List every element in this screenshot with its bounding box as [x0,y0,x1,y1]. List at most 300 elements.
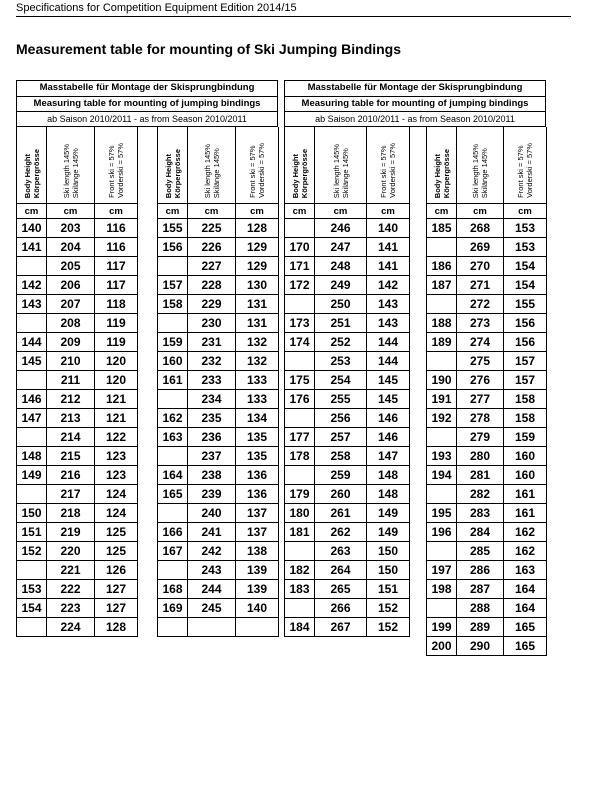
ski-length-cell: 243 [188,561,236,580]
body-height-cell: 177 [285,428,315,447]
body-height-cell [158,257,188,276]
ski-length-cell: 213 [47,409,95,428]
body-height-cell: 170 [285,238,315,257]
table-row [158,295,279,314]
ski-length-cell: 223 [47,599,95,618]
front-ski-cell: 145 [367,371,410,390]
body-height-cell: 160 [158,352,188,371]
document-header: Specifications for Competition Equipment Edition 2014/15 [16,2,297,14]
ski-length-cell: 229 [188,295,236,314]
table-row [285,371,410,390]
body-height-cell: 194 [427,466,457,485]
ski-length-cell: 267 [315,618,367,637]
table-row [427,580,547,599]
body-height-header [17,127,47,204]
caption-english: Measuring table for mounting of jumping bindings [16,96,278,112]
ski-length-cell: 276 [457,371,504,390]
body-height-cell [285,295,315,314]
body-height-cell: 182 [285,561,315,580]
front-ski-cell: 157 [504,352,547,371]
table-row [158,485,279,504]
front-ski-cell: 154 [504,276,547,295]
ski-length-cell: 285 [457,542,504,561]
table-row [158,371,279,390]
front-ski-cell: 131 [236,314,279,333]
subtable-2 [157,127,279,637]
ski-length-cell: 233 [188,371,236,390]
unit-cell: cm [188,204,236,219]
table-row [427,542,547,561]
ski-length-cell: 210 [47,352,95,371]
table-row [285,599,410,618]
body-height-cell [17,428,47,447]
front-ski-cell: 140 [236,599,279,618]
front-ski-cell: 124 [95,504,138,523]
column-header-line: Body Height [163,153,173,198]
ski-length-cell: 251 [315,314,367,333]
front-ski-cell: 132 [236,352,279,371]
front-ski-cell: 129 [236,257,279,276]
table-row [158,390,279,409]
front-ski-cell: 161 [504,504,547,523]
ski-length-cell: 246 [315,219,367,238]
body-height-cell: 157 [158,276,188,295]
body-height-cell: 179 [285,485,315,504]
ski-length-cell: 271 [457,276,504,295]
front-ski-header [236,127,279,204]
front-ski-cell: 140 [367,219,410,238]
unit-cell: cm [504,204,547,219]
front-ski-cell: 124 [95,485,138,504]
body-height-cell [17,314,47,333]
front-ski-cell: 143 [367,295,410,314]
body-height-cell [158,447,188,466]
body-height-cell: 197 [427,561,457,580]
column-header-line: Front ski = 57% [107,145,116,198]
body-height-cell [17,257,47,276]
front-ski-cell: 116 [95,238,138,257]
body-height-cell: 193 [427,447,457,466]
front-ski-cell: 147 [367,447,410,466]
table-row [17,314,138,333]
body-height-cell: 156 [158,238,188,257]
table-row [285,466,410,485]
table-row [17,599,138,618]
ski-length-cell: 238 [188,466,236,485]
column-header-line: Body Height [290,153,300,198]
ski-length-cell: 273 [457,314,504,333]
body-height-cell: 189 [427,333,457,352]
table-row [17,276,138,295]
table-row [427,523,547,542]
ski-length-cell: 235 [188,409,236,428]
table-row [427,599,547,618]
body-height-cell [17,485,47,504]
ski-length-cell: 227 [188,257,236,276]
table-row [17,352,138,371]
table-row [285,390,410,409]
table-row [427,219,547,238]
body-height-cell: 199 [427,618,457,637]
table-row [427,504,547,523]
column-header-line: Körpergrösse [172,148,182,198]
ski-length-cell: 262 [315,523,367,542]
column-header-line: Skilänge 145% [340,147,350,198]
front-ski-cell: 160 [504,447,547,466]
unit-cell: cm [367,204,410,219]
table-row [427,409,547,428]
body-height-cell [158,618,188,637]
body-height-cell: 192 [427,409,457,428]
column-header-line: Körpergrösse [299,148,309,198]
front-ski-cell: 157 [504,371,547,390]
table-row [285,542,410,561]
front-ski-cell: 153 [504,219,547,238]
front-ski-cell: 141 [367,257,410,276]
ski-length-cell: 281 [457,466,504,485]
body-height-cell: 154 [17,599,47,618]
front-ski-cell: 135 [236,447,279,466]
ski-length-cell: 275 [457,352,504,371]
subtable-4 [426,127,547,657]
body-height-cell: 183 [285,580,315,599]
ski-length-cell: 261 [315,504,367,523]
table-row [427,618,547,637]
body-height-cell: 149 [17,466,47,485]
front-ski-cell: 165 [504,637,547,656]
ski-length-cell: 250 [315,295,367,314]
ski-length-cell: 289 [457,618,504,637]
ski-length-cell: 217 [47,485,95,504]
body-height-cell: 169 [158,599,188,618]
column-header-line: Front ski = 57% [516,145,525,198]
table-row [17,333,138,352]
body-height-cell [158,561,188,580]
table-row [158,447,279,466]
table-row [427,257,547,276]
ski-length-cell: 242 [188,542,236,561]
ski-length-cell: 249 [315,276,367,295]
body-height-cell: 150 [17,504,47,523]
ski-length-cell: 231 [188,333,236,352]
front-ski-cell: 119 [95,333,138,352]
front-ski-cell: 158 [504,409,547,428]
front-ski-cell: 152 [367,599,410,618]
body-height-cell: 174 [285,333,315,352]
body-height-header [158,127,188,204]
table-row [17,295,138,314]
body-height-cell: 198 [427,580,457,599]
ski-length-cell: 206 [47,276,95,295]
table-row [427,637,547,656]
front-ski-cell: 117 [95,276,138,295]
table-row [427,276,547,295]
table-row [285,295,410,314]
table-row [17,390,138,409]
front-ski-cell: 156 [504,314,547,333]
front-ski-cell: 127 [95,580,138,599]
table-row [158,352,279,371]
ski-length-cell: 254 [315,371,367,390]
front-ski-cell: 123 [95,447,138,466]
table-row [427,428,547,447]
table-row [17,238,138,257]
body-height-cell [285,466,315,485]
body-height-cell: 143 [17,295,47,314]
ski-length-cell: 220 [47,542,95,561]
subtable-3 [284,127,410,638]
table-row [17,523,138,542]
front-ski-cell: 160 [504,466,547,485]
body-height-cell: 176 [285,390,315,409]
table-row [17,580,138,599]
ski-length-cell: 234 [188,390,236,409]
body-height-cell [427,428,457,447]
table-row [285,447,410,466]
caption-german: Masstabelle für Montage der Skisprungbindung [284,80,546,96]
measurement-table [157,127,279,637]
front-ski-cell: 129 [236,238,279,257]
front-ski-cell: 135 [236,428,279,447]
ski-length-cell: 215 [47,447,95,466]
front-ski-cell: 144 [367,333,410,352]
front-ski-header [95,127,138,204]
body-height-cell: 152 [17,542,47,561]
body-height-cell: 191 [427,390,457,409]
table-row [158,333,279,352]
body-height-cell: 159 [158,333,188,352]
table-row [285,219,410,238]
table-row [158,523,279,542]
unit-cell: cm [457,204,504,219]
table-row [158,409,279,428]
ski-length-cell: 264 [315,561,367,580]
caption-english: Measuring table for mounting of jumping bindings [284,96,546,112]
front-ski-cell: 143 [367,314,410,333]
caption-season: ab Saison 2010/2011 - as from Season 2010/2011 [284,111,546,127]
ski-length-cell: 228 [188,276,236,295]
table-row [285,561,410,580]
table-row [17,485,138,504]
body-height-cell: 144 [17,333,47,352]
body-height-cell [427,295,457,314]
ski-length-cell: 252 [315,333,367,352]
front-ski-cell: 126 [95,561,138,580]
table-row [285,409,410,428]
front-ski-cell: 165 [504,618,547,637]
body-height-cell: 158 [158,295,188,314]
ski-length-cell: 263 [315,542,367,561]
body-height-cell: 186 [427,257,457,276]
ski-length-cell: 258 [315,447,367,466]
body-height-cell: 187 [427,276,457,295]
front-ski-cell: 144 [367,352,410,371]
front-ski-cell: 137 [236,504,279,523]
ski-length-cell: 277 [457,390,504,409]
front-ski-cell: 139 [236,580,279,599]
table-row [158,466,279,485]
front-ski-cell: 162 [504,542,547,561]
ski-length-cell: 239 [188,485,236,504]
table-row [158,276,279,295]
body-height-cell: 171 [285,257,315,276]
table-row [17,466,138,485]
front-ski-cell: 119 [95,314,138,333]
front-ski-cell: 116 [95,219,138,238]
body-height-cell: 163 [158,428,188,447]
front-ski-header [367,127,410,204]
ski-length-cell: 282 [457,485,504,504]
table-row [17,447,138,466]
column-header-line: Körpergrösse [441,148,451,198]
body-height-cell [285,542,315,561]
column-header-line: Ski length 145% [331,143,341,198]
body-height-cell [285,599,315,618]
ski-length-cell: 266 [315,599,367,618]
ski-length-cell: 256 [315,409,367,428]
body-height-cell: 164 [158,466,188,485]
table-row [158,238,279,257]
column-header-line: Skilänge 145% [211,147,221,198]
ski-length-cell: 240 [188,504,236,523]
body-height-cell [285,352,315,371]
body-height-cell [17,561,47,580]
table-row [158,561,279,580]
ski-length-cell: 209 [47,333,95,352]
table-row [427,371,547,390]
front-ski-cell: 128 [236,219,279,238]
table-row [17,428,138,447]
table-row [285,276,410,295]
table-row [427,390,547,409]
unit-cell: cm [17,204,47,219]
table-row [17,504,138,523]
front-ski-cell: 153 [504,238,547,257]
body-height-cell: 180 [285,504,315,523]
body-height-cell: 146 [17,390,47,409]
body-height-cell: 172 [285,276,315,295]
front-ski-cell: 127 [95,599,138,618]
table-row [158,219,279,238]
body-height-cell: 161 [158,371,188,390]
front-ski-cell: 139 [236,561,279,580]
ski-length-cell: 214 [47,428,95,447]
front-ski-cell: 148 [367,485,410,504]
front-ski-cell: 163 [504,561,547,580]
front-ski-cell: 137 [236,523,279,542]
column-header-line: Ski length 145% [202,143,212,198]
front-ski-cell: 120 [95,371,138,390]
body-height-cell [158,314,188,333]
front-ski-cell: 117 [95,257,138,276]
unit-cell: cm [315,204,367,219]
table-row [285,618,410,637]
front-ski-cell: 133 [236,371,279,390]
table-row [158,580,279,599]
front-ski-cell [236,618,279,637]
ski-length-cell: 260 [315,485,367,504]
unit-cell: cm [236,204,279,219]
table-row [17,618,138,637]
front-ski-cell: 142 [367,276,410,295]
column-header-line: Ski length 145% [61,143,71,198]
column-header-line: Front ski = 57% [248,145,257,198]
ski-length-cell: 283 [457,504,504,523]
column-header-line: Front ski = 57% [379,145,388,198]
column-header-line: Körpergrösse [31,148,41,198]
table-row [427,295,547,314]
ski-length-cell: 259 [315,466,367,485]
front-ski-cell: 159 [504,428,547,447]
front-ski-cell: 136 [236,466,279,485]
front-ski-cell: 149 [367,504,410,523]
ski-length-cell: 211 [47,371,95,390]
front-ski-cell: 146 [367,428,410,447]
unit-cell: cm [427,204,457,219]
ski-length-cell: 278 [457,409,504,428]
table-row [158,599,279,618]
table-row [285,485,410,504]
ski-length-cell: 257 [315,428,367,447]
column-header-line: Vorderski = 57% [116,143,125,198]
body-height-cell: 196 [427,523,457,542]
table-row [17,409,138,428]
table-row [427,447,547,466]
body-height-cell [427,485,457,504]
ski-length-cell: 286 [457,561,504,580]
front-ski-cell: 148 [367,466,410,485]
front-ski-cell: 134 [236,409,279,428]
front-ski-cell: 132 [236,333,279,352]
body-height-cell [158,390,188,409]
ski-length-cell: 225 [188,219,236,238]
table-row [427,314,547,333]
measurement-table [284,127,410,638]
front-ski-cell: 162 [504,523,547,542]
front-ski-cell: 155 [504,295,547,314]
ski-length-cell: 224 [47,618,95,637]
body-height-cell: 166 [158,523,188,542]
ski-length-header [188,127,236,204]
body-height-cell: 151 [17,523,47,542]
front-ski-cell: 131 [236,295,279,314]
table-row [427,352,547,371]
ski-length-cell: 288 [457,599,504,618]
front-ski-header [504,127,547,204]
front-ski-cell: 120 [95,352,138,371]
ski-length-cell: 207 [47,295,95,314]
ski-length-cell: 232 [188,352,236,371]
front-ski-cell: 161 [504,485,547,504]
body-height-cell: 153 [17,580,47,599]
table-row [427,238,547,257]
table-panel-right [284,80,546,127]
body-height-cell: 195 [427,504,457,523]
ski-length-cell: 279 [457,428,504,447]
table-row [285,352,410,371]
front-ski-cell: 138 [236,542,279,561]
body-height-cell: 173 [285,314,315,333]
body-height-cell: 178 [285,447,315,466]
column-header-line: Body Height [432,153,442,198]
table-row [17,371,138,390]
body-height-header [427,127,457,204]
body-height-cell: 185 [427,219,457,238]
ski-length-cell: 280 [457,447,504,466]
body-height-cell: 175 [285,371,315,390]
table-row [17,257,138,276]
table-row [17,561,138,580]
